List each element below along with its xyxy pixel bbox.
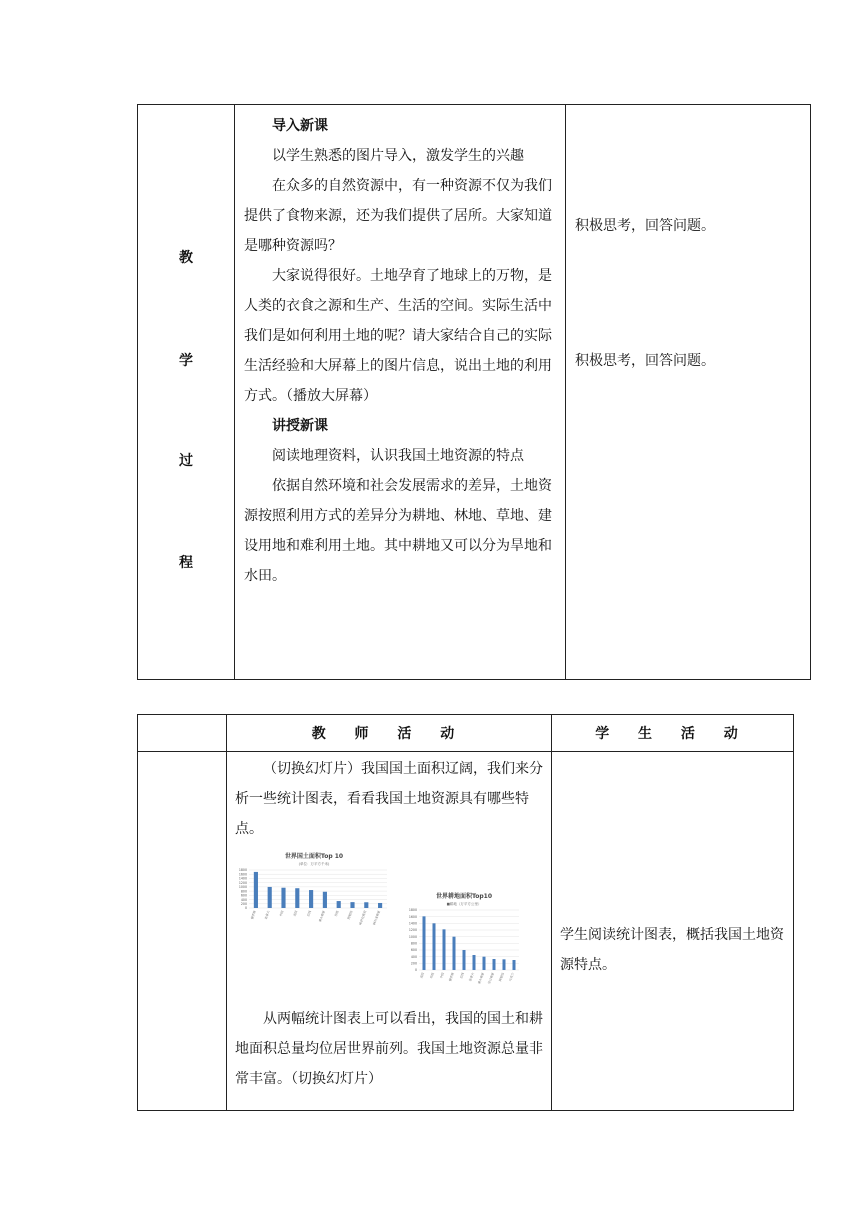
y-tick-label: 1600	[238, 872, 247, 877]
charts-area	[235, 848, 545, 998]
activity-para-1: （切换幻灯片）我国国土面积辽阔，我们来分析一些统计图表，看看我国土地资源具有哪些特点。	[235, 761, 543, 837]
x-tick-label: 阿尔及利亚	[372, 909, 382, 926]
y-tick-label: 1200	[408, 928, 417, 933]
activity-para-2: 从两幅统计图表上可以看出，我国的国土和耕地面积总量均位居世界前列。我国土地资源总量非常丰富。（切换幻灯片）	[235, 1011, 543, 1087]
bar-4	[453, 937, 456, 970]
heading-intro: 导入新课	[272, 118, 328, 134]
chart-subtitle: (单位：万平方千米)	[298, 862, 330, 866]
x-tick-label: 俄罗斯	[249, 909, 257, 920]
student-content-cell	[566, 105, 811, 680]
chart-farmland-area	[405, 888, 523, 996]
x-tick-label: 美国	[419, 971, 425, 979]
lesson-process-table	[137, 104, 811, 680]
x-tick-label: 俄罗斯	[448, 971, 455, 982]
bar-3	[443, 929, 446, 970]
y-tick-label: 600	[410, 948, 417, 953]
body-blank-cell	[138, 752, 227, 1111]
bar-1	[254, 872, 258, 908]
header-student-activity: 学 生 活 动	[552, 715, 794, 752]
chart-land-area	[235, 848, 393, 938]
bar-4	[295, 888, 299, 908]
process-label-cell	[138, 105, 235, 680]
x-tick-label: 加拿大	[263, 909, 271, 920]
side-char-2: 学	[179, 353, 193, 369]
y-tick-label: 1600	[408, 914, 417, 919]
x-tick-label: 加拿大	[468, 971, 475, 982]
student-activity-cell	[552, 752, 794, 1111]
x-tick-label: 尼日利亚	[487, 971, 495, 985]
y-tick-label: 0	[414, 968, 417, 973]
bar-1	[423, 916, 426, 970]
bar-8	[350, 902, 354, 908]
intro-line-2: 在众多的自然资源中，有一种资源不仅为我们提供了食物来源，还为我们提供了居所。大家知道是哪种资源吗？	[244, 178, 552, 254]
y-tick-label: 1800	[238, 868, 247, 873]
y-tick-label: 800	[410, 941, 417, 946]
student-note-1: 积极思考，回答问题。	[575, 218, 715, 234]
bar-5	[309, 890, 313, 908]
y-tick-label: 200	[240, 901, 247, 906]
bar-8	[493, 959, 496, 970]
x-tick-label: 巴西	[306, 909, 313, 917]
chart-subtitle: ■耕地（万平方公里）	[446, 902, 482, 906]
x-tick-label: 阿根廷	[498, 971, 505, 982]
x-tick-label: 哈萨克斯坦	[358, 909, 368, 926]
y-tick-label: 1400	[238, 876, 247, 881]
bar-7	[337, 901, 341, 908]
side-char-4: 程	[179, 555, 193, 571]
lecture-line-1: 阅读地理资料，认识我国土地资源的特点	[272, 448, 524, 464]
x-tick-label: 美国	[292, 909, 299, 917]
bar-6	[323, 892, 327, 908]
teacher-content-cell	[235, 105, 566, 680]
bar-9	[503, 959, 506, 970]
x-tick-label: 中国	[439, 971, 445, 979]
bar-2	[268, 887, 272, 908]
x-tick-label: 澳大利亚	[477, 971, 485, 985]
chart-title: 世界国土面积Top 10	[284, 853, 344, 860]
bar-10	[513, 960, 516, 970]
intro-line-3: 大家说得很好。土地孕育了地球上的万物，是人类的衣食之源和生产、生活的空间。实际生活中我们是如何利用土地的呢？请大家结合自己的实际生活经验和大屏幕上的图片信息，说出土地的利用方式。（播放大屏幕）	[244, 268, 552, 404]
x-tick-label: 印度	[429, 971, 435, 979]
heading-lecture: 讲授新课	[272, 418, 328, 434]
intro-line-1: 以学生熟悉的图片导入，激发学生的兴趣	[272, 148, 524, 164]
side-char-3: 过	[179, 453, 193, 469]
x-tick-label: 印度	[333, 909, 340, 917]
y-tick-label: 600	[240, 893, 247, 898]
activity-table	[137, 714, 794, 1111]
y-tick-label: 800	[240, 889, 247, 894]
x-tick-label: 巴西	[459, 971, 465, 979]
bar-2	[433, 923, 436, 970]
student-activity-text: 学生阅读统计图表，概括我国土地资源特点。	[560, 927, 784, 973]
x-tick-label: 乌克兰	[508, 971, 515, 982]
header-teacher-activity: 教 师 活 动	[227, 715, 552, 752]
y-tick-label: 400	[240, 897, 247, 902]
bar-10	[378, 903, 382, 908]
bar-6	[473, 955, 476, 970]
student-note-2: 积极思考，回答问题。	[575, 353, 715, 369]
y-tick-label: 1000	[408, 934, 417, 939]
y-tick-label: 1000	[238, 885, 247, 890]
header-blank-cell	[138, 715, 227, 752]
bar-5	[463, 950, 466, 970]
x-tick-label: 阿根廷	[346, 909, 354, 920]
y-tick-label: 400	[410, 954, 417, 959]
y-tick-label: 1200	[238, 880, 247, 885]
side-char-1: 教	[179, 250, 193, 266]
y-tick-label: 0	[244, 906, 247, 911]
y-tick-label: 1800	[408, 908, 417, 913]
x-tick-label: 中国	[278, 909, 285, 917]
chart-title: 世界耕地面积Top10	[435, 893, 493, 900]
x-tick-label: 澳大利亚	[317, 909, 326, 923]
lecture-line-2: 依据自然环境和社会发展需求的差异，土地资源按照利用方式的差异分为耕地、林地、草地、建设用地和难利用土地。其中耕地又可以分为旱地和水田。	[244, 478, 552, 584]
bar-3	[281, 888, 285, 908]
teacher-activity-cell	[227, 752, 552, 1111]
bar-9	[364, 902, 368, 908]
y-tick-label: 1400	[408, 921, 417, 926]
y-tick-label: 200	[410, 961, 417, 966]
bar-7	[483, 957, 486, 970]
